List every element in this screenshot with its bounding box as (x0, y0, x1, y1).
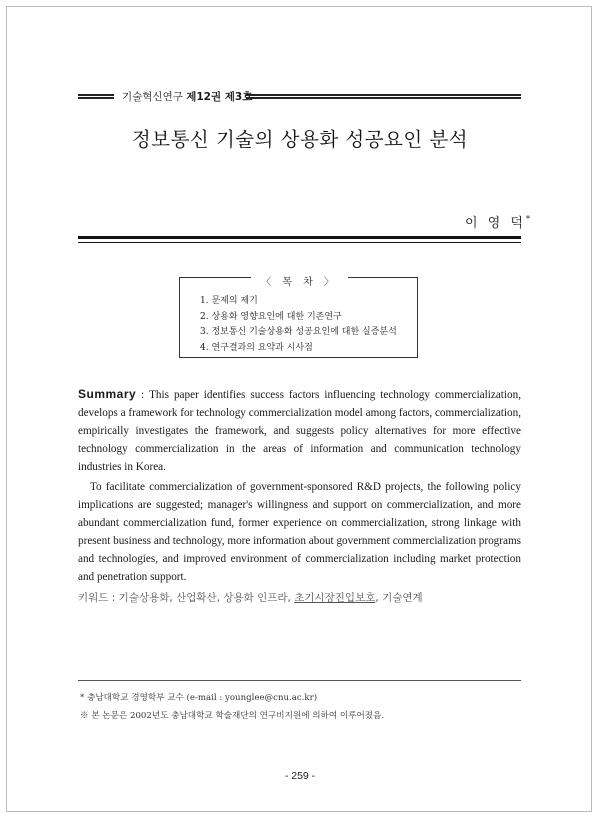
abstract-paragraph-2: To facilitate commercialization of government-sponsored R&D projects, the following policy implications are suggested; manager's willingness and support on commercialization, and more abundant commercialization fund, former experience on commercialization, strong linkage with present business and technology, more information about government commercialization programs and technologies, and improved environment of commercialization including market protection and penetration support. (78, 481, 521, 583)
journal-info (122, 89, 252, 104)
toc-item: 2. 상용화 영향요인에 대한 기존연구 (200, 311, 342, 322)
author-footnote-mark: * (526, 214, 530, 224)
toc-item: 4. 연구결과의 요약과 시사점 (200, 342, 313, 353)
footnote-author: * 충남대학교 경영학부 교수 (e-mail : younglee@cnu.ac.kr) (80, 693, 318, 703)
journal-volume: 제12권 제3호 (186, 91, 253, 103)
author-name: 이 영 덕 (465, 216, 526, 231)
keywords (78, 590, 423, 605)
journal-name: 기술혁신연구 (122, 91, 183, 103)
author (465, 212, 530, 231)
toc-item: 1. 문제의 제기 (200, 296, 258, 306)
keyword-item: 기술상용화 (118, 592, 170, 604)
header-rule-left (78, 94, 114, 99)
abstract-paragraph-1 (78, 385, 521, 476)
toc-list (200, 294, 397, 356)
journal-header (78, 88, 521, 106)
summary-separator: : (136, 389, 150, 401)
header-rule-right (246, 94, 521, 99)
title-rule-thick (78, 236, 521, 239)
keyword-separator: , (216, 592, 224, 604)
keyword-item: 기술연계 (382, 592, 423, 604)
keyword-item: 상용화 인프라 (223, 592, 288, 604)
toc-heading-wrap (180, 270, 419, 289)
keyword-separator: , (287, 592, 295, 604)
page-number: - 259 - (284, 770, 316, 782)
title-rule-thin (78, 242, 521, 243)
summary-label: Summary (78, 387, 137, 401)
keyword-separator: , (375, 592, 383, 604)
keyword-item: 초기시장진입보호 (294, 592, 376, 604)
toc-heading: 〈 목 차 〉 (251, 277, 348, 288)
abstract-text-1: This paper identifies success factors influencing technology commercialization, develops a framework for technology commercialization model among factors, commercialization, empirically investigates the framework, and suggests policy alternatives for more effective technology commercialization in the areas of information and communication technology industries in Korea. (78, 389, 522, 473)
table-of-contents (179, 277, 418, 358)
footnote-funding: ※ 본 논문은 2002년도 충남대학교 학술재단의 연구비지원에 의하여 이루어졌음. (80, 711, 385, 721)
paper-title: 정보통신 기술의 상용화 성공요인 분석 (131, 128, 469, 151)
abstract (78, 385, 521, 586)
keyword-separator: , (169, 592, 177, 604)
keywords-label: 키워드 : (78, 592, 119, 604)
keyword-item: 산업확산 (176, 592, 217, 604)
toc-item: 3. 정보통신 기술상용화 성공요인에 대한 실증분석 (200, 327, 397, 337)
footnote-rule (78, 680, 521, 681)
